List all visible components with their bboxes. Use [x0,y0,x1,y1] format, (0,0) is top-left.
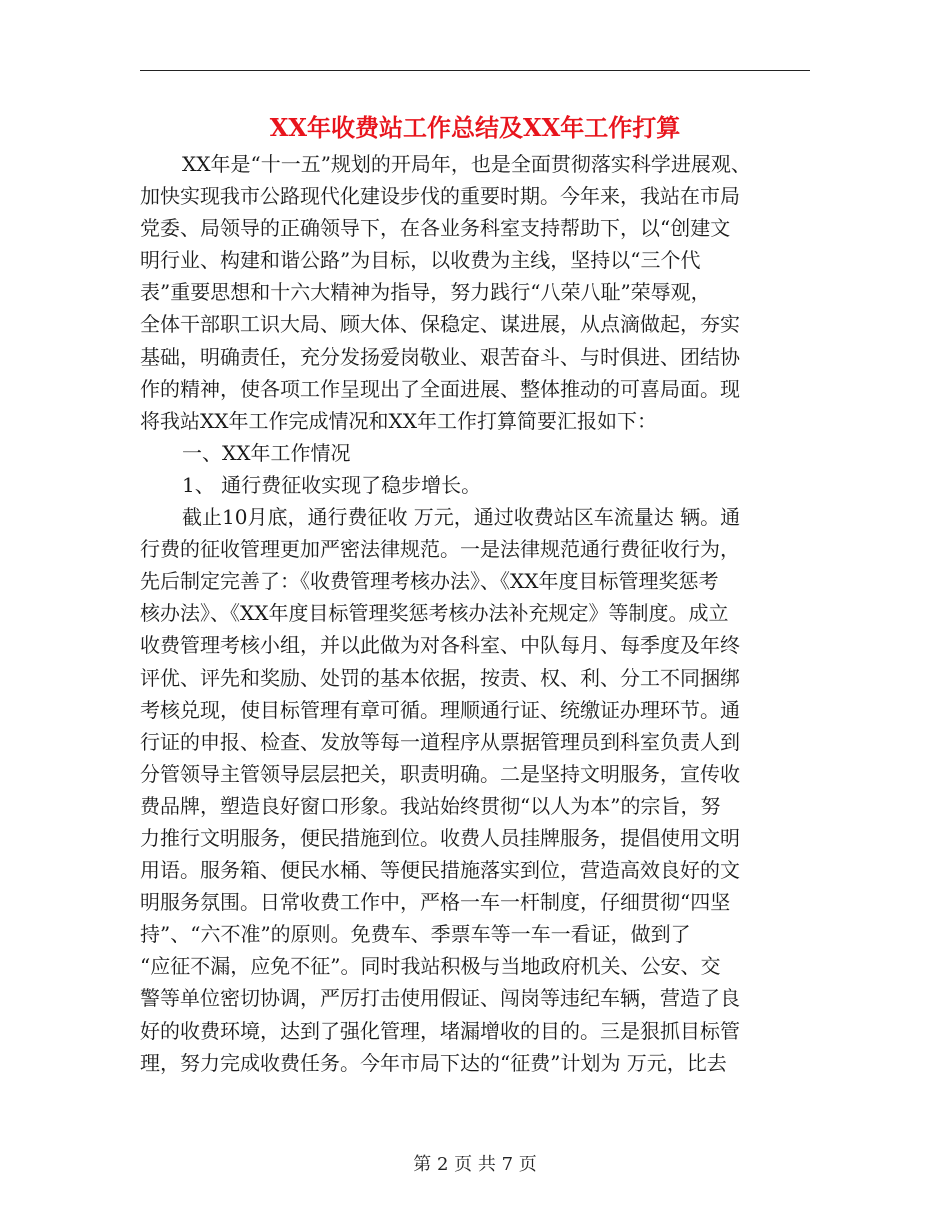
body-line: “应征不漏，应免不征”。同时我站积极与当地政府机关、公安、交 [140,954,721,979]
body-line: 行费的征收管理更加严密法律规范。一是法律规范通行费征收行为， [140,537,740,562]
body-line: 全体干部职工识大局、顾大体、保稳定、谋进展，从点滴做起，夯实 [140,312,740,337]
body-line: 用语。服务箱、便民水桶、等便民措施落实到位，营造高效良好的文 [140,858,740,883]
body-line: 考核兑现，使目标管理有章可循。理顺通行证、统缴证办理环节。通 [140,697,740,722]
body-line: 力推行文明服务，便民措施到位。收费人员挂牌服务，提倡使用文明 [140,825,740,850]
body-line: 费品牌，塑造良好窗口形象。我站始终贯彻“以人为本”的宗旨，努 [140,793,721,818]
body-line: 理，努力完成收费任务。今年市局下达的“征费”计划为 万元，比去 [140,1050,727,1075]
body-line: 先后制定完善了：《收费管理考核办法》、《XX年度目标管理奖惩考 [140,569,719,594]
body-line: 明服务氛围。日常收费工作中，严格一车一杆制度，仔细贯彻“四坚 [140,890,731,915]
body-line: XX年是“十一五”规划的开局年，也是全面贯彻落实科学进展观、 [182,152,751,176]
header-rule [140,70,810,71]
body-line: 收费管理考核小组，并以此做为对各科室、中队每月、每季度及年终 [140,633,740,658]
document-title: XX年收费站工作总结及XX年工作打算 [269,113,681,142]
section-heading: 一、XX年工作情况 [182,440,351,465]
body-line: 基础，明确责任，充分发扬爱岗敬业、艰苦奋斗、与时俱进、团结协 [140,344,740,369]
subsection-heading: 1、 通行费征收实现了稳步增长。 [182,472,482,497]
body-line: 截止10月底，通行费征收 万元，通过收费站区车流量达 辆。通 [182,505,741,530]
body-line: 加快实现我市公路现代化建设步伐的重要时期。今年来，我站在市局 [140,184,740,209]
body-line: 行证的申报、检查、发放等每一道程序从票据管理员到科室负责人到 [140,729,740,754]
body-line: 核办法》、《XX年度目标管理奖惩考核办法补充规定》等制度。成立 [140,601,729,626]
body-line: 分管领导主管领导层层把关，职责明确。二是坚持文明服务，宣传收 [140,761,740,786]
page-number: 第 2 页 共 7 页 [413,1154,537,1175]
body-line: 明行业、构建和谐公路”为目标，以收费为主线，坚持以“三个代 [140,248,701,273]
body-line: 作的精神，使各项工作呈现出了全面进展、整体推动的可喜局面。现 [140,376,740,401]
document-body [140,148,810,1079]
body-line: 党委、局领导的正确领导下，在各业务科室支持帮助下，以“创建文 [140,216,731,241]
body-line: 评优、评先和奖励、处罚的基本依据，按责、权、利、分工不同捆绑 [140,665,740,690]
body-line: 表”重要思想和十六大精神为指导，努力践行“八荣八耻”荣辱观， [140,280,711,305]
body-line: 警等单位密切协调，严厉打击使用假证、闯岗等违纪车辆，营造了良 [140,986,740,1011]
body-line: 将我站XX年工作完成情况和XX年工作打算简要汇报如下： [140,408,657,433]
body-line: 持”、“六不准”的原则。免费车、季票车等一车一看证，做到了 [140,922,691,947]
body-line: 好的收费环境，达到了强化管理，堵漏增收的目的。三是狠抓目标管 [140,1018,740,1043]
